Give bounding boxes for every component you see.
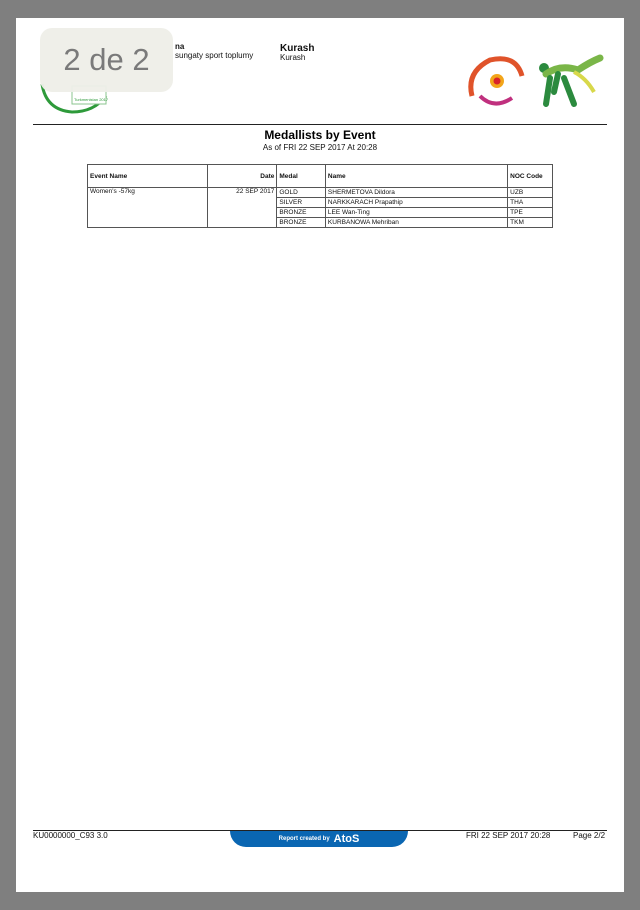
svg-text:Turkmenistan 2017: Turkmenistan 2017 [74, 97, 108, 102]
report-created-label: Report created by [278, 836, 330, 842]
event-date-cell: 22 SEP 2017 [208, 188, 277, 228]
noc-code-cell: THA [508, 198, 553, 208]
column-header-medal: Medal [277, 165, 326, 188]
sport-subtitle: Kurash [280, 53, 306, 62]
athlete-name-cell: NARKKARACH Prapathip [325, 198, 507, 208]
column-header-event-name: Event Name [88, 165, 208, 188]
page-indicator: 2 de 2 [40, 28, 173, 92]
venue-name: na [175, 42, 185, 51]
sport-name: Kurash [280, 43, 315, 54]
kurash-games-logo [464, 52, 604, 112]
column-header-name: Name [325, 165, 507, 188]
noc-code-cell: TPE [508, 208, 553, 218]
medal-cell: BRONZE [277, 208, 326, 218]
report-title: Medallists by Event [264, 128, 376, 142]
medal-cell: BRONZE [277, 218, 326, 228]
medal-cell: GOLD [277, 188, 326, 198]
athlete-name-cell: LEE Wan-Ting [325, 208, 507, 218]
atos-logo: AtoS [333, 833, 360, 845]
table-header-row [88, 165, 553, 188]
noc-code-cell: TKM [508, 218, 553, 228]
report-code: KU0000000_C93 3.0 [33, 831, 108, 840]
venue-subtitle: sungaty sport toplumy [175, 51, 254, 60]
atos-credit-banner [230, 831, 408, 847]
page-number: Page 2/2 [573, 831, 606, 840]
medal-cell: SILVER [277, 198, 326, 208]
column-header-noc-code: NOC Code [508, 165, 553, 188]
athlete-name-cell: KURBANOWA Mehriban [325, 218, 507, 228]
column-header-date: Date [208, 165, 277, 188]
event-name-cell: Women's -57kg [88, 188, 208, 228]
report-subtitle: As of FRI 22 SEP 2017 At 20:28 [262, 143, 378, 152]
medallists-table [87, 164, 553, 228]
athlete-name-cell: SHERMETOVA Dildora [325, 188, 507, 198]
header-divider [33, 124, 607, 125]
table-row [88, 188, 553, 198]
footer-datetime: FRI 22 SEP 2017 20:28 [466, 831, 551, 840]
noc-code-cell: UZB [508, 188, 553, 198]
